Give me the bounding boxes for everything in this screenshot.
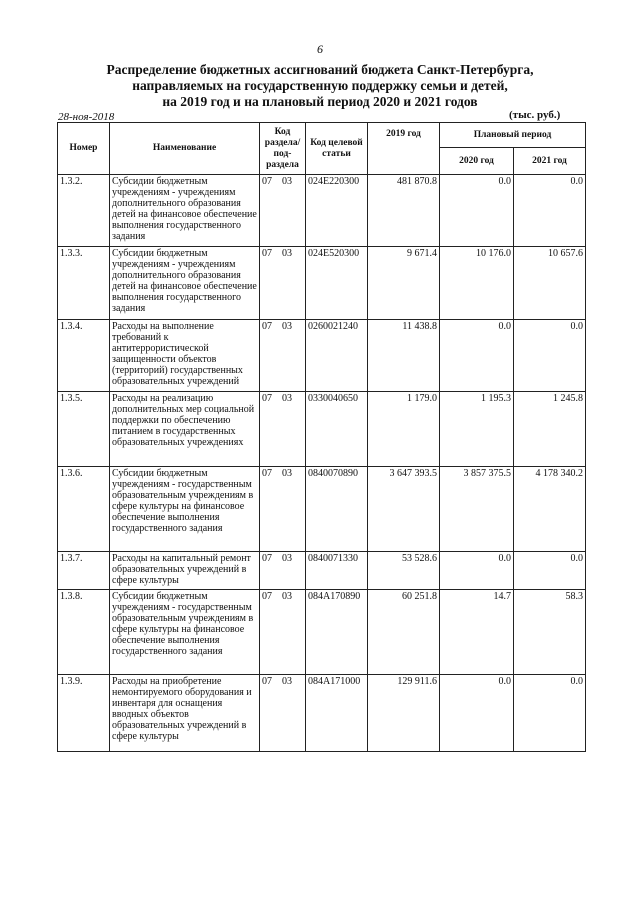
row-name: Субсидии бюджетным учреждениям - учреждениям дополнительного образования детей на финансовое обеспечение выполнения государственного задания [110,175,260,247]
row-2019: 11 438.8 [368,320,440,392]
row-target-code: 084А171000 [306,675,368,752]
row-2021: 0.0 [514,320,586,392]
row-2021: 10 657.6 [514,247,586,320]
document-date: 28-ноя-2018 [58,111,115,123]
row-section [260,590,306,675]
title-line: на 2019 год и на плановый период 2020 и 2021 годов [162,94,478,109]
units-label: (тыс. руб.) [509,109,561,121]
row-name: Расходы на выполнение требований к антитеррористической защищенности объектов (территорий) государственных образовательных учреждений [110,320,260,392]
row-name: Расходы на капитальный ремонт образовательных учреждений в сфере культуры [110,552,260,590]
row-2019: 3 647 393.5 [368,467,440,552]
row-2020: 1 195.3 [440,392,514,467]
row-name: Расходы на приобретение немонтируемого оборудования и инвентаря для оснащения вводных объектов образовательных учреждений в сфере культуры [110,675,260,752]
row-2021: 0.0 [514,675,586,752]
row-name: Субсидии бюджетным учреждениям - государственным образовательным учреждениям в сфере культуры на финансовое обеспечение выполнения государственного задания [110,467,260,552]
podrazdel: 03 [282,176,292,187]
row-2020: 14.7 [440,590,514,675]
row-name: Субсидии бюджетным учреждениям - государственным образовательным учреждениям в сфере культуры на финансовое обеспечение выполнения государственного задания [110,590,260,675]
podrazdel: 03 [282,248,292,259]
razdel: 07 [262,676,272,687]
page-number: 6 [317,42,323,56]
row-target-code: 0840071330 [306,552,368,590]
razdel: 07 [262,468,272,479]
row-2021: 4 178 340.2 [514,467,586,552]
document-title [60,62,580,110]
podrazdel: 03 [282,468,292,479]
header-target-code: Код целевой статьи [306,123,368,175]
row-2021: 1 245.8 [514,392,586,467]
header-section-code: Код раздела/ под- раздела [260,123,306,175]
table-row [58,552,586,590]
row-section [260,467,306,552]
row-number: 1.3.5. [58,392,110,467]
row-2019: 60 251.8 [368,590,440,675]
row-target-code: 024Е220300 [306,175,368,247]
row-number: 1.3.6. [58,467,110,552]
razdel: 07 [262,321,272,332]
row-target-code: 084А170890 [306,590,368,675]
header-name: Наименование [110,123,260,175]
row-2020: 0.0 [440,675,514,752]
row-section [260,320,306,392]
row-2019: 9 671.4 [368,247,440,320]
row-number: 1.3.7. [58,552,110,590]
row-2020: 0.0 [440,175,514,247]
header-number: Номер [58,123,110,175]
row-2019: 129 911.6 [368,675,440,752]
row-2019: 53 528.6 [368,552,440,590]
row-2021: 58.3 [514,590,586,675]
row-number: 1.3.8. [58,590,110,675]
row-2020: 0.0 [440,552,514,590]
row-name: Расходы на реализацию дополнительных мер социальной поддержки по обеспечению питанием в государственных образовательных учреждениях [110,392,260,467]
row-target-code: 024Е520300 [306,247,368,320]
title-line: направляемых на государственную поддержку семьи и детей, [132,78,508,93]
budget-table [57,122,586,752]
table-row [58,675,586,752]
podrazdel: 03 [282,676,292,687]
table-row [58,320,586,392]
podrazdel: 03 [282,393,292,404]
table-header-row [58,123,586,148]
table-row [58,247,586,320]
row-2021: 0.0 [514,552,586,590]
row-section [260,552,306,590]
table-row [58,392,586,467]
razdel: 07 [262,553,272,564]
header-year-2019: 2019 год [368,123,440,175]
row-number: 1.3.4. [58,320,110,392]
title-line: Распределение бюджетных ассигнований бюджета Санкт-Петербурга, [106,62,534,77]
row-2021: 0.0 [514,175,586,247]
podrazdel: 03 [282,321,292,332]
row-target-code: 0330040650 [306,392,368,467]
header-year-2020: 2020 год [440,148,514,175]
row-number: 1.3.9. [58,675,110,752]
row-section [260,675,306,752]
razdel: 07 [262,591,272,602]
row-2020: 0.0 [440,320,514,392]
row-2019: 481 870.8 [368,175,440,247]
row-2019: 1 179.0 [368,392,440,467]
podrazdel: 03 [282,553,292,564]
row-number: 1.3.2. [58,175,110,247]
row-target-code: 0260021240 [306,320,368,392]
row-2020: 10 176.0 [440,247,514,320]
row-section [260,247,306,320]
row-section [260,392,306,467]
table-row [58,590,586,675]
row-2020: 3 857 375.5 [440,467,514,552]
razdel: 07 [262,393,272,404]
table-row [58,467,586,552]
razdel: 07 [262,176,272,187]
row-section [260,175,306,247]
row-target-code: 0840070890 [306,467,368,552]
row-number: 1.3.3. [58,247,110,320]
podrazdel: 03 [282,591,292,602]
razdel: 07 [262,248,272,259]
table-row [58,175,586,247]
header-planned-period: Плановый период [440,123,586,148]
header-year-2021: 2021 год [514,148,586,175]
row-name: Субсидии бюджетным учреждениям - учреждениям дополнительного образования детей на финансовое обеспечение выполнения государственного задания [110,247,260,320]
